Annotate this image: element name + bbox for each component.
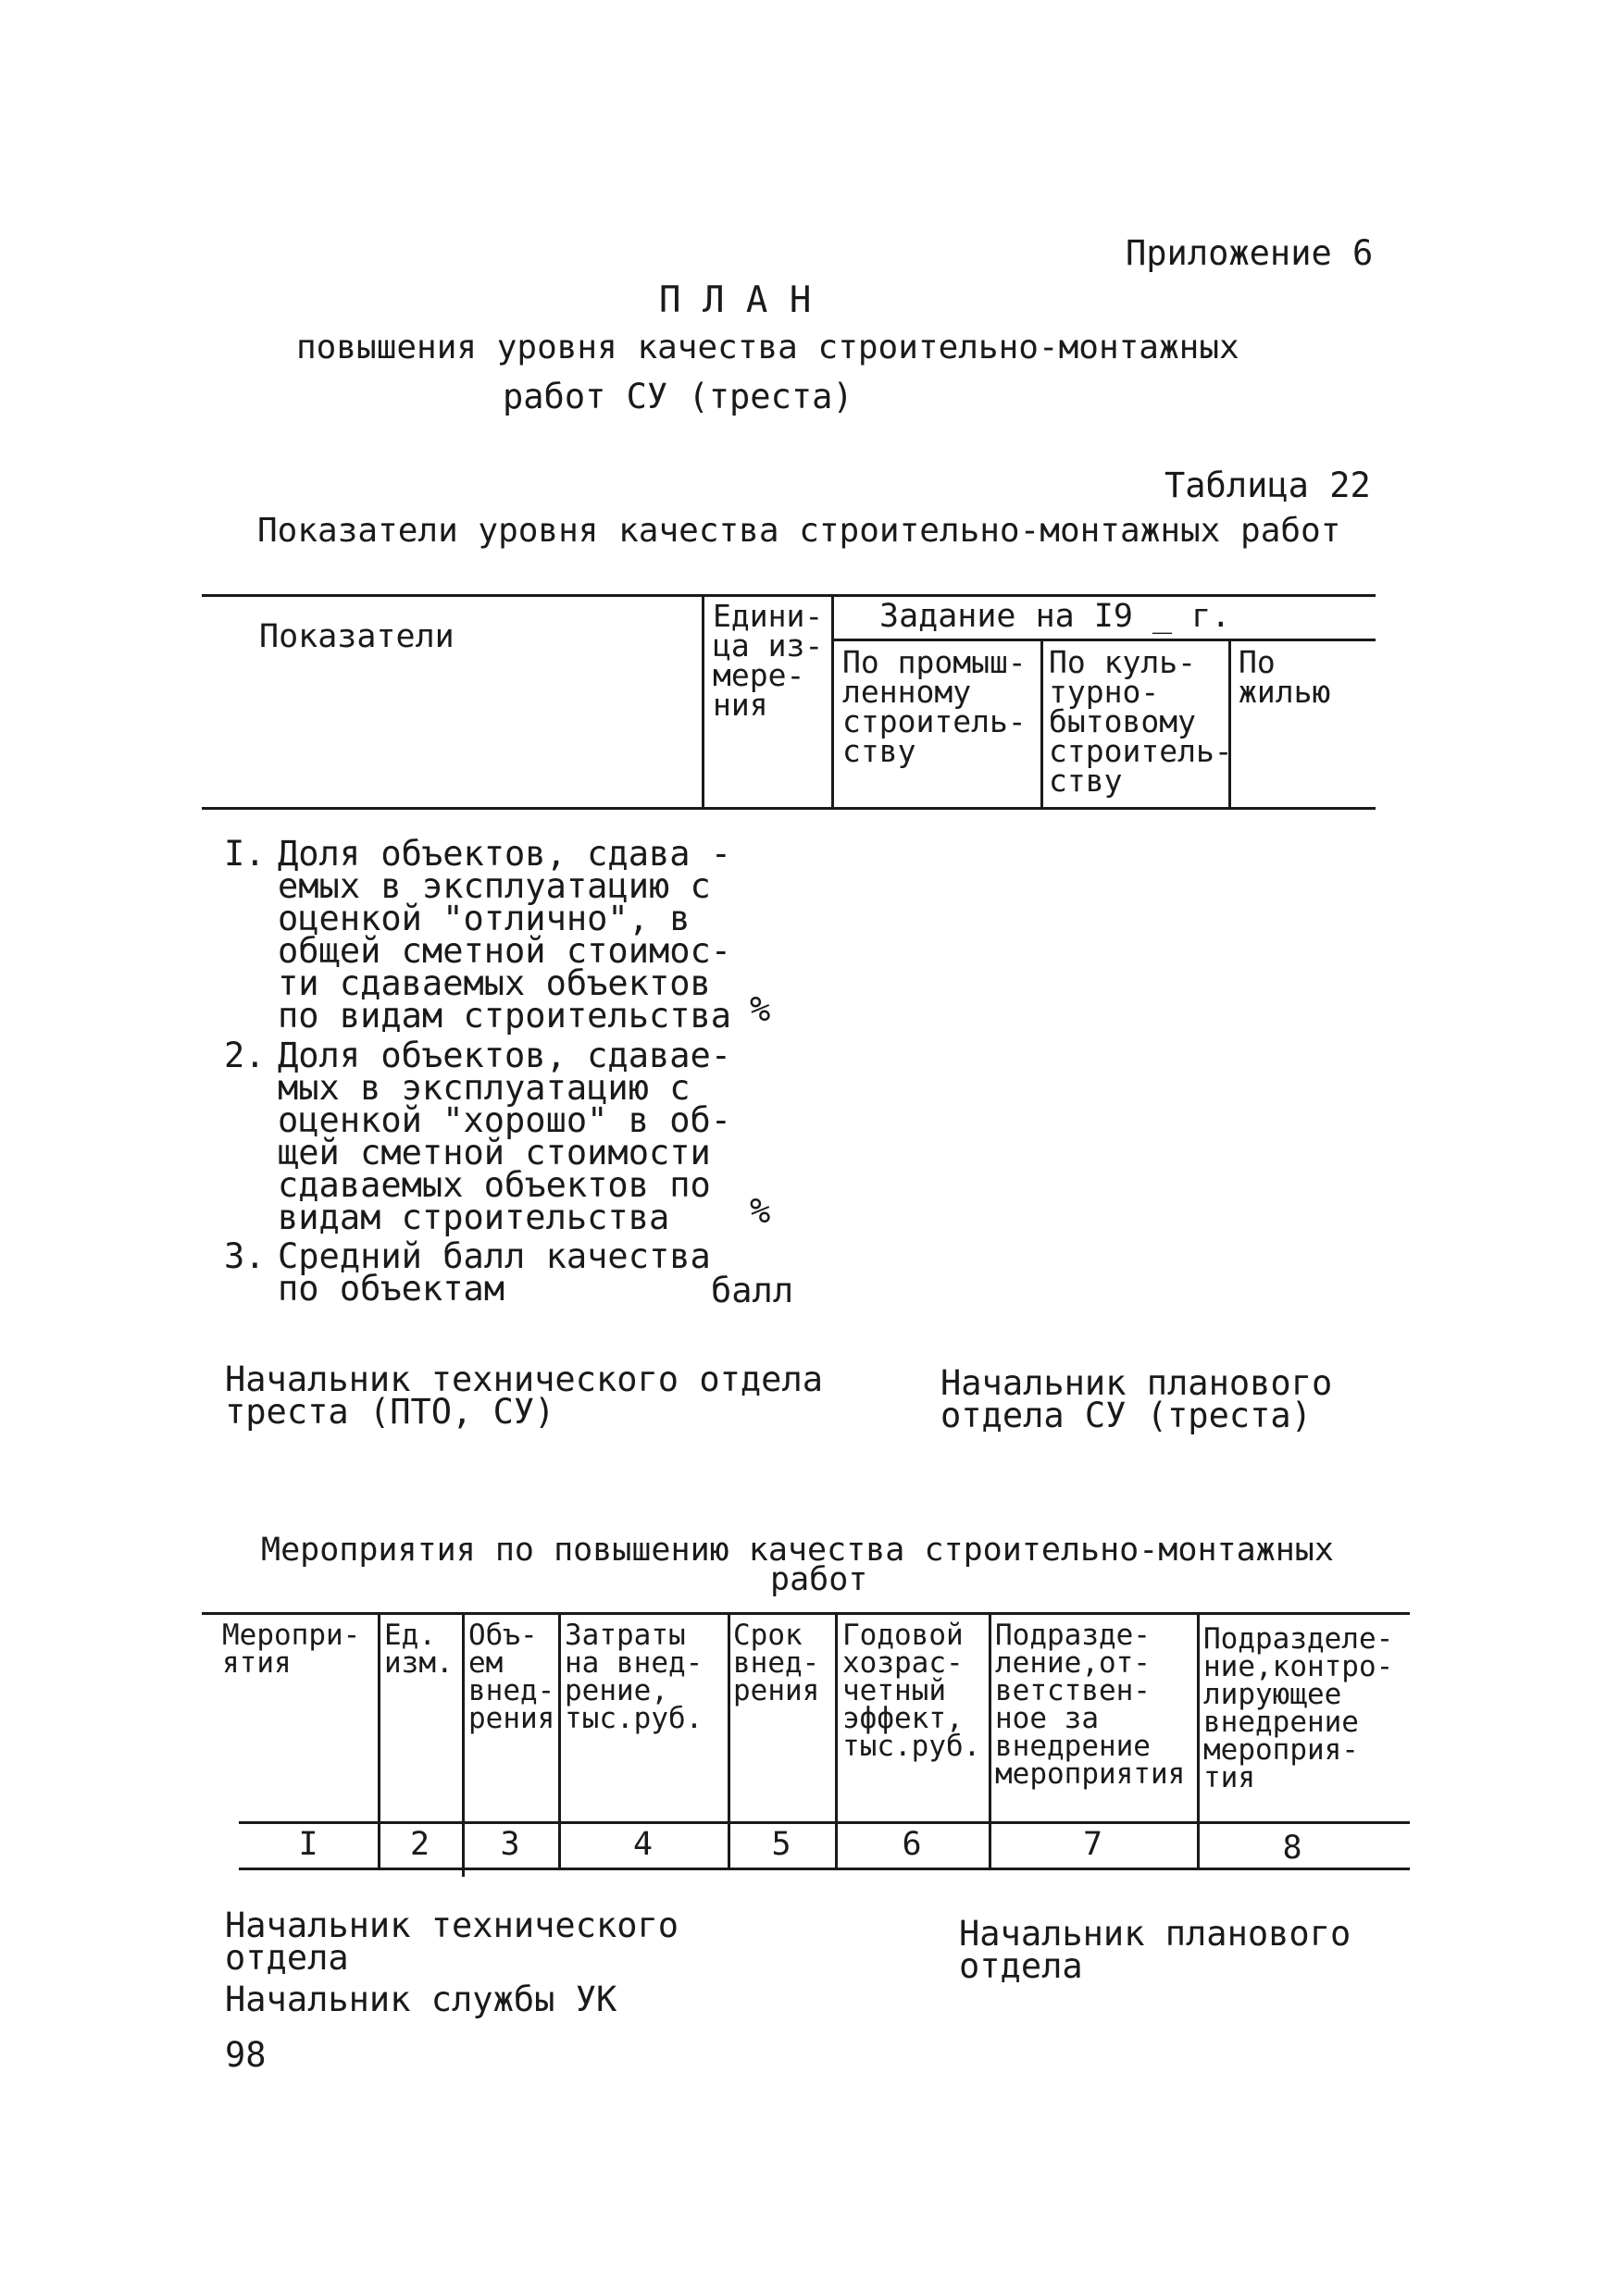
table1-number: Таблица 22 — [1164, 465, 1371, 505]
t2-header-deadline: Срок внед- рения — [733, 1619, 820, 1707]
row-number: I. — [224, 834, 266, 874]
row-unit: балл — [711, 1271, 794, 1310]
t2-header-measure: Меропри- ятия — [222, 1619, 361, 1680]
t2-header-volume: Объ- ем внед- рения — [468, 1619, 555, 1735]
document-subtitle-line2: работ СУ (треста) — [503, 377, 853, 416]
row-text: Доля объектов, сдава - емых в эксплуатацию с оценкой "отлично", в общей сметной стоимос- ти сдаваемых объектов по видам строительства — [278, 834, 732, 1036]
header-indicators: Показатели — [259, 618, 455, 655]
signature-technical-dept: Начальник технического отдела треста (ПТО, СУ) — [225, 1359, 824, 1432]
row-unit: % — [750, 989, 771, 1029]
t2-header-effect: Годовой хозрас- четный эффект, тыс.руб. — [842, 1619, 981, 1763]
appendix-label: Приложение 6 — [1126, 233, 1374, 273]
t2-header-responsible: Подразде- ление,от- ветствен- ное за внедрение мероприятия — [995, 1619, 1186, 1791]
signature-quality-service: Начальник службы УК — [225, 1980, 617, 2019]
t2-header-unit: Ед. изм. — [384, 1619, 454, 1680]
t2-col-number-6: 6 — [902, 1826, 922, 1863]
t2-col-number-4: 4 — [632, 1826, 654, 1863]
signature-planning-dept: Начальник планового отдела СУ (треста) — [940, 1363, 1333, 1435]
row-unit: % — [750, 1191, 771, 1231]
table2-caption-line2: работ — [770, 1561, 868, 1598]
row-number: 2. — [224, 1036, 266, 1075]
signature2-technical-dept: Начальник технического отдела — [225, 1905, 679, 1978]
table1-caption: Показатели уровня качества строительно-монтажных работ — [257, 512, 1341, 550]
t2-col-number-3: 3 — [500, 1826, 520, 1863]
header-cultural: По куль- турно- бытовому строитель- ству — [1049, 644, 1233, 799]
t2-col-number-8: 8 — [1282, 1830, 1302, 1867]
row-number: 3. — [224, 1236, 266, 1276]
row-text: Средний балл качества по объектам — [278, 1236, 711, 1309]
page-number: 98 — [225, 2035, 267, 2075]
table2-caption-line1: Мероприятия по повышению качества строительно-монтажных — [261, 1532, 1334, 1569]
signature2-planning-dept: Начальник планового отдела — [959, 1914, 1351, 1986]
t2-col-number-7: 7 — [1082, 1826, 1103, 1863]
t2-col-number-5: 5 — [771, 1826, 791, 1863]
t2-col-number-2: 2 — [409, 1826, 430, 1863]
header-task: Задание на I9 _ г. — [879, 598, 1231, 635]
header-industrial: По промыш- ленному строитель- ству — [842, 644, 1027, 769]
t2-col-number-1: I — [298, 1826, 318, 1863]
header-housing: По жилью — [1239, 644, 1331, 710]
row-text: Доля объектов, сдавае- мых в эксплуатацию с оценкой "хорошо" в об- щей сметной стоимости сдаваемых объектов по видам строительства — [278, 1036, 732, 1237]
t2-header-costs: Затраты на внед- рение, тыс.руб. — [565, 1619, 704, 1735]
t2-header-controlling: Подразделе- ние,контро- лирующее внедрение мероприя- тия — [1203, 1622, 1394, 1794]
document-title: П Л А Н — [659, 279, 812, 321]
header-unit: Едини- ца из- мере- ния — [713, 598, 824, 723]
document-subtitle-line1: повышения уровня качества строительно-монтажных — [296, 329, 1239, 366]
